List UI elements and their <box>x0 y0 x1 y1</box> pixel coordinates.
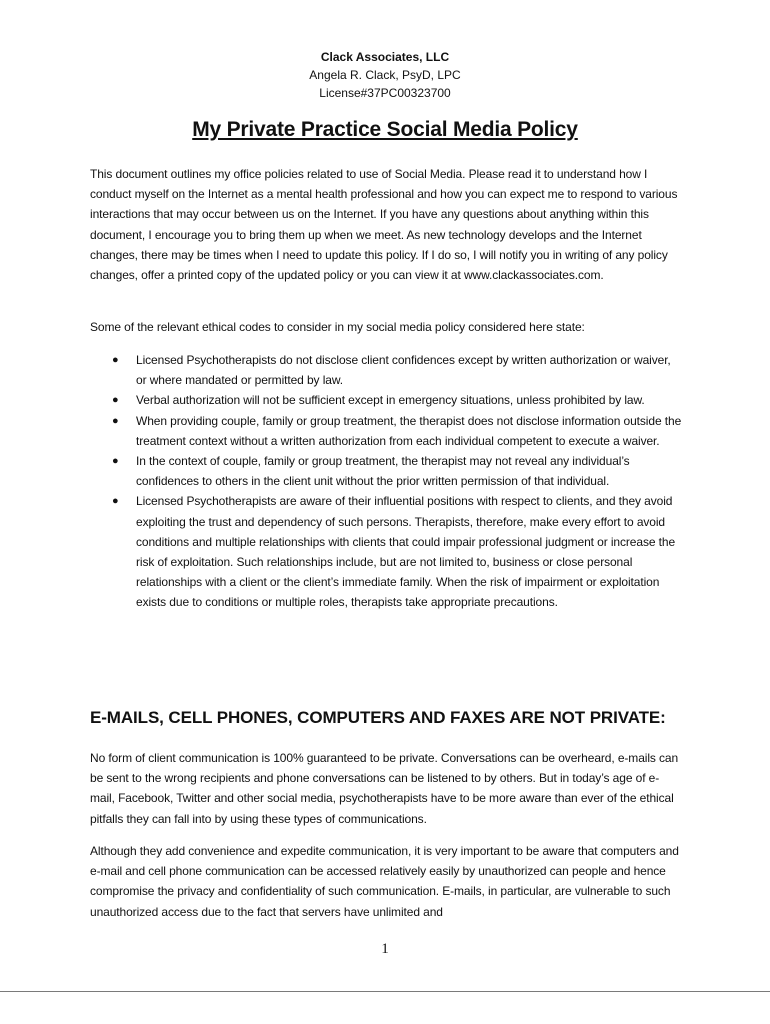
list-item <box>90 411 682 451</box>
bullet-icon: ● <box>112 394 119 407</box>
ethical-codes-intro: Some of the relevant ethical codes to consider in my social media policy considered here state: <box>90 320 585 334</box>
bullet-icon: ● <box>112 495 119 508</box>
list-item-text: Licensed Psychotherapists are aware of their influential positions with respect to clients, and they avoid exploiting the trust and dependency of such persons. Therapists, therefore, make every effort to avoid conditions and multiple relationships with clients that could impair professional judgment or increase the risk of exploitation. Such relationships include, but are not limited to, business or close personal relationships with a client or the client’s immediate family. When the risk of impairment or exploitation exists due to conditions or multiple roles, therapists take appropriate precautions. <box>136 494 676 610</box>
list-item-text: Verbal authorization will not be sufficient except in emergency situations, unless prohibited by law. <box>136 393 645 408</box>
page-divider <box>0 991 770 992</box>
page-number: 1 <box>381 941 389 957</box>
list-item <box>90 350 682 390</box>
privacy-paragraph: No form of client communication is 100% guaranteed to be private. Conversations can be overheard, e-mails can be sent to the wrong recipients and phone conversations can be listened to by others. But in today’s age of e-mail, Facebook, Twitter and other social media, psychotherapists have to be more aware than ever of the ethical pitfalls they can fall into by using these types of communications. <box>90 751 679 826</box>
list-item <box>90 451 682 491</box>
ethical-codes-list <box>90 350 682 613</box>
bullet-icon: ● <box>112 354 119 366</box>
list-item-text: When providing couple, family or group treatment, the therapist does not disclose information outside the treatment context without a written authorization from each individual competent to execute a waiver. <box>136 413 682 448</box>
convenience-paragraph: Although they add convenience and expedite communication, it is very important to be aware that computers and e-mail and cell phone communication can be accessed relatively easily by unauthorized can people and hence compromise the privacy and confidentiality of such communication. E-mails, in particular, are vulnerable to such unauthorized access due to the fact that servers have unlimited and <box>90 844 679 919</box>
intro-paragraph: This document outlines my office policies related to use of Social Media. Please read it to understand how I conduct myself on the Internet as a mental health professional and how you can expect me to respond to various interactions that may occur between us on the Internet. If you have any questions about anything within this document, I encourage you to bring them up when we meet. As new technology develops and the Internet changes, there may be times when I need to update this policy. If I do so, I will notify you in writing of any policy changes, offer a printed copy of the updated policy or you can view it at www.clackassociates.com. <box>90 167 678 283</box>
letterhead <box>0 48 770 102</box>
list-item <box>90 491 682 612</box>
section-heading: E-MAILS, CELL PHONES, COMPUTERS AND FAXES ARE NOT PRIVATE: <box>90 708 666 727</box>
document-title: My Private Practice Social Media Policy <box>192 118 578 141</box>
therapist-name: Angela R. Clack, PsyD, LPC <box>309 68 461 82</box>
bullet-icon: ● <box>112 455 119 468</box>
list-item-text: In the context of couple, family or group treatment, the therapist may not reveal any individual’s confidences to others in the client unit without the prior written permission of that individual. <box>136 454 630 489</box>
license-number: License#37PC00323700 <box>319 86 451 100</box>
list-item <box>90 390 682 410</box>
bullet-icon: ● <box>112 414 119 427</box>
company-name: Clack Associates, LLC <box>320 50 450 64</box>
list-item-text: Licensed Psychotherapists do not disclose client confidences except by written authorization or waiver, or where mandated or permitted by law. <box>136 353 671 388</box>
